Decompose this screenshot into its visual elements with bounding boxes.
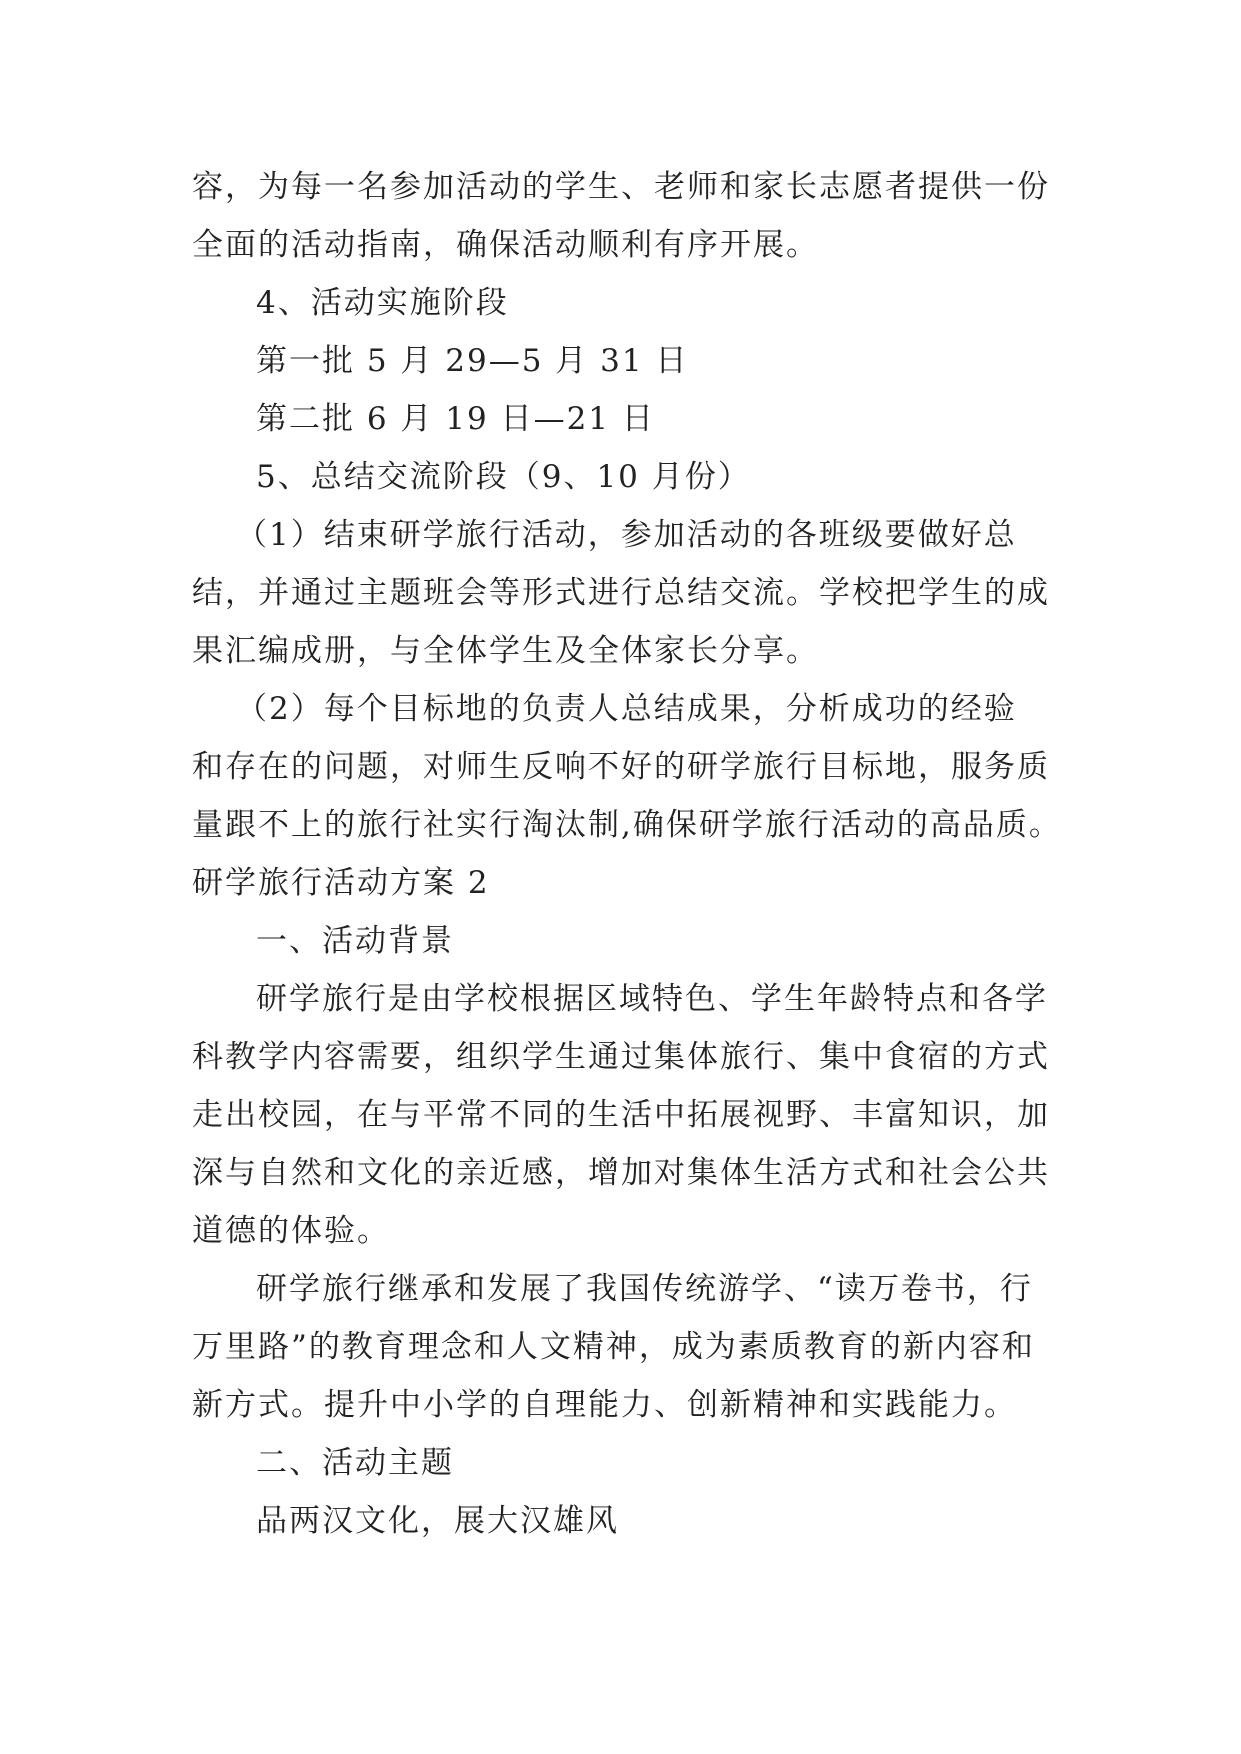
text-line: 走出校园，在与平常不同的生活中拓展视野、丰富知识，加 xyxy=(192,1097,1050,1133)
text-line: 研学旅行是由学校根据区域特色、学生年龄特点和各学 xyxy=(256,981,1048,1017)
text-line: 量跟不上的旅行社实行淘汰制,确保研学旅行活动的高品质。 xyxy=(192,807,1062,843)
text-line: 品两汉文化，展大汉雄风 xyxy=(256,1503,619,1539)
text-line: 果汇编成册，与全体学生及全体家长分享。 xyxy=(192,633,819,669)
text-line: 万里路”的教育理念和人文精神，成为素质教育的新内容和 xyxy=(192,1329,1035,1365)
text-line: （1）结束研学旅行活动，参加活动的各班级要做好总 xyxy=(236,517,1017,553)
document-body xyxy=(192,158,1067,1550)
section-heading: 一、活动背景 xyxy=(256,923,454,959)
text-line: 研学旅行继承和发展了我国传统游学、“读万卷书，行 xyxy=(256,1271,1033,1307)
section-heading: 二、活动主题 xyxy=(256,1445,454,1481)
text-line: 道德的体验。 xyxy=(192,1213,390,1249)
text-line: （2）每个目标地的负责人总结成果，分析成功的经验 xyxy=(236,691,1017,727)
text-line: 结，并通过主题班会等形式进行总结交流。学校把学生的成 xyxy=(192,575,1050,611)
text-line: 第二批 6 月 19 日—21 日 xyxy=(256,401,655,437)
section-heading: 4、活动实施阶段 xyxy=(256,285,509,321)
text-line: 深与自然和文化的亲近感，增加对集体生活方式和社会公共 xyxy=(192,1155,1050,1191)
text-line: 第一批 5 月 29—5 月 31 日 xyxy=(256,343,689,379)
text-line: 容，为每一名参加活动的学生、老师和家长志愿者提供一份 xyxy=(192,169,1050,205)
text-line: 科教学内容需要，组织学生通过集体旅行、集中食宿的方式 xyxy=(192,1039,1050,1075)
text-line: 和存在的问题，对师生反响不好的研学旅行目标地，服务质 xyxy=(192,749,1050,785)
section-heading: 5、总结交流阶段（9、10 月份） xyxy=(256,459,751,495)
text-line: 全面的活动指南，确保活动顺利有序开展。 xyxy=(192,227,819,263)
document-title: 研学旅行活动方案 2 xyxy=(192,865,490,901)
text-line: 新方式。提升中小学的自理能力、创新精神和实践能力。 xyxy=(192,1387,1017,1423)
